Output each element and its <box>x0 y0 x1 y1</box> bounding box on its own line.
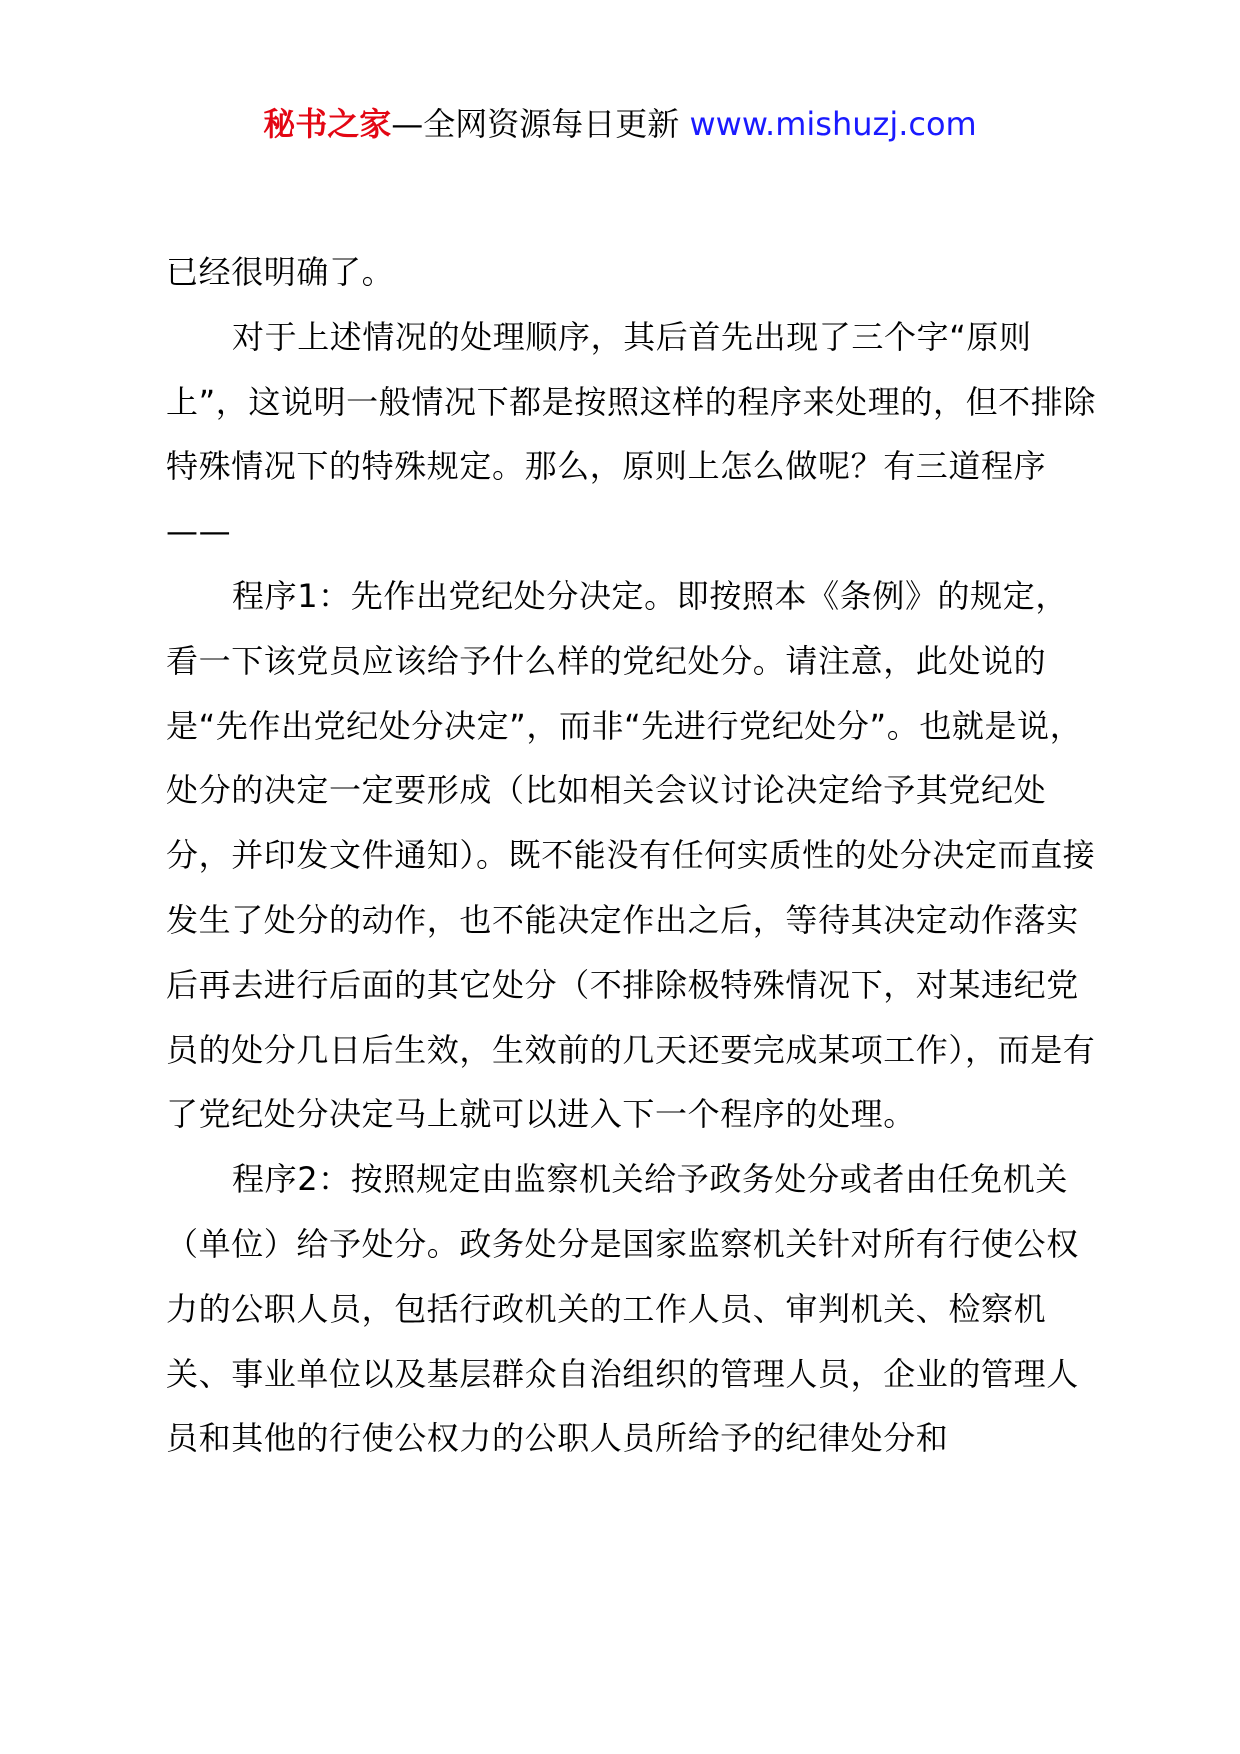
paragraph-procedure-2: 程序2：按照规定由监察机关给予政务处分或者由任免机关（单位）给予处分。政务处分是国家监察机关针对所有行使公权力的公职人员，包括行政机关的工作人员、审判机关、检察机关、事业单位以及基层群众自治组织的管理人员，企业的管理人员和其他的行使公权力的公职人员所给予的纪律处分和 <box>166 1160 1079 1458</box>
header-url-link[interactable]: www.mishuzj.com <box>689 105 977 143</box>
page-header <box>0 98 1240 150</box>
header-tagline: —全网资源每日更新 <box>391 105 680 143</box>
paragraph-principle-intro: 对于上述情况的处理顺序，其后首先出现了三个字“原则上”，这说明一般情况下都是按照这样的程序来处理的，但不排除特殊情况下的特殊规定。那么，原则上怎么做呢？有三道程序—— <box>166 317 1096 551</box>
document-body <box>166 240 1096 1471</box>
paragraph-procedure-1: 程序1：先作出党纪处分决定。即按照本《条例》的规定，看一下该党员应该给予什么样的党纪处分。请注意，此处说的是“先作出党纪处分决定”，而非“先进行党纪处分”。也就是说，处分的决定一定要形成（比如相关会议讨论决定给予其党纪处分，并印发文件通知）。既不能没有任何实质性的处分决定而直接发生了处分的动作，也不能决定作出之后，等待其决定动作落实后再去进行后面的其它处分（不排除极特殊情况下，对某违纪党员的处分几日后生效，生效前的几天还要完成某项工作），而是有了党纪处分决定马上就可以进入下一个程序的处理。 <box>166 576 1096 1134</box>
header-brand: 秘书之家 <box>263 105 392 143</box>
paragraph-continuation: 已经很明确了。 <box>166 253 395 291</box>
